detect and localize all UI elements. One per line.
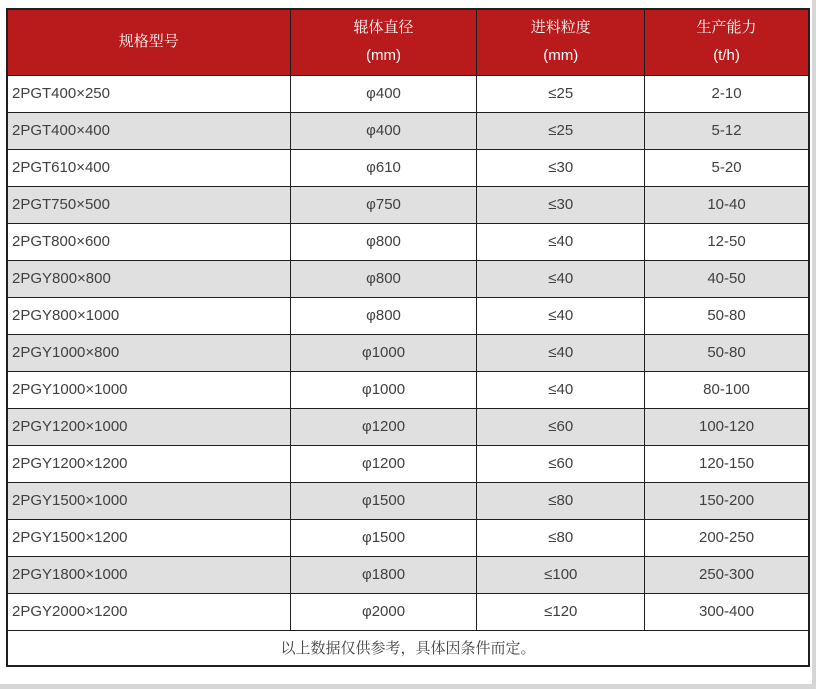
cell-feed-size: ≤40 — [477, 260, 645, 297]
cell-diameter: φ750 — [290, 186, 477, 223]
cell-feed-size: ≤30 — [477, 186, 645, 223]
cell-model: 2PGY1500×1200 — [7, 519, 290, 556]
cell-feed-size: ≤40 — [477, 223, 645, 260]
cell-feed-size: ≤25 — [477, 75, 645, 112]
cell-model: 2PGY1800×1000 — [7, 556, 290, 593]
table-row — [7, 556, 809, 593]
cell-capacity: 250-300 — [645, 556, 809, 593]
cell-diameter: φ800 — [290, 223, 477, 260]
cell-diameter: φ1200 — [290, 408, 477, 445]
cell-feed-size: ≤120 — [477, 593, 645, 630]
cell-model: 2PGT750×500 — [7, 186, 290, 223]
cell-model: 2PGY800×1000 — [7, 297, 290, 334]
cell-feed-size: ≤40 — [477, 297, 645, 334]
cell-feed-size: ≤60 — [477, 408, 645, 445]
cell-feed-size: ≤40 — [477, 371, 645, 408]
cell-diameter: φ1800 — [290, 556, 477, 593]
cell-diameter: φ800 — [290, 260, 477, 297]
header-cell-diameter — [290, 9, 477, 75]
header-title: 规格型号 — [118, 33, 179, 51]
cell-capacity: 10-40 — [645, 186, 809, 223]
cell-capacity: 5-20 — [645, 149, 809, 186]
header-cell-feed-size — [477, 9, 645, 75]
header-cell-capacity — [645, 9, 809, 75]
cell-capacity: 50-80 — [645, 297, 809, 334]
footer-note: 以上数据仅供参考，具体因条件而定。 — [7, 630, 809, 666]
cell-feed-size: ≤80 — [477, 519, 645, 556]
cell-diameter: φ1500 — [290, 519, 477, 556]
cell-feed-size: ≤60 — [477, 445, 645, 482]
table-body — [7, 75, 809, 630]
table-header — [7, 9, 809, 75]
table-row — [7, 593, 809, 630]
cell-model: 2PGY1200×1200 — [7, 445, 290, 482]
table-row — [7, 445, 809, 482]
header-unit: (t/h) — [713, 47, 740, 65]
cell-diameter: φ610 — [290, 149, 477, 186]
cell-diameter: φ1000 — [290, 334, 477, 371]
cell-model: 2PGY1000×1000 — [7, 371, 290, 408]
table-row — [7, 482, 809, 519]
cell-model: 2PGY1200×1000 — [7, 408, 290, 445]
cell-capacity: 150-200 — [645, 482, 809, 519]
header-unit: (mm) — [543, 47, 579, 65]
header-row — [7, 9, 809, 75]
table-row — [7, 223, 809, 260]
table-row — [7, 260, 809, 297]
page-edge-right — [812, 0, 816, 689]
table-row — [7, 149, 809, 186]
cell-diameter: φ800 — [290, 297, 477, 334]
cell-capacity: 300-400 — [645, 593, 809, 630]
table-row — [7, 186, 809, 223]
cell-capacity: 80-100 — [645, 371, 809, 408]
cell-model: 2PGY2000×1200 — [7, 593, 290, 630]
cell-capacity: 2-10 — [645, 75, 809, 112]
cell-diameter: φ1500 — [290, 482, 477, 519]
cell-capacity: 200-250 — [645, 519, 809, 556]
cell-model: 2PGT400×400 — [7, 112, 290, 149]
cell-model: 2PGY1000×800 — [7, 334, 290, 371]
cell-capacity: 40-50 — [645, 260, 809, 297]
footer-row — [7, 630, 809, 666]
cell-capacity: 100-120 — [645, 408, 809, 445]
cell-capacity: 120-150 — [645, 445, 809, 482]
table-row — [7, 519, 809, 556]
cell-feed-size: ≤40 — [477, 334, 645, 371]
cell-model: 2PGT400×250 — [7, 75, 290, 112]
cell-diameter: φ2000 — [290, 593, 477, 630]
cell-capacity: 50-80 — [645, 334, 809, 371]
table-row — [7, 408, 809, 445]
header-title: 生产能力 — [696, 19, 757, 37]
cell-capacity: 5-12 — [645, 112, 809, 149]
cell-feed-size: ≤80 — [477, 482, 645, 519]
table-row — [7, 75, 809, 112]
cell-diameter: φ1200 — [290, 445, 477, 482]
table-row — [7, 371, 809, 408]
cell-model: 2PGT800×600 — [7, 223, 290, 260]
cell-feed-size: ≤25 — [477, 112, 645, 149]
cell-diameter: φ400 — [290, 112, 477, 149]
spec-table — [6, 8, 810, 667]
table-row — [7, 334, 809, 371]
table-row — [7, 112, 809, 149]
header-title: 辊体直径 — [353, 19, 414, 37]
table-row — [7, 297, 809, 334]
cell-feed-size: ≤100 — [477, 556, 645, 593]
cell-diameter: φ1000 — [290, 371, 477, 408]
table-footer — [7, 630, 809, 666]
cell-model: 2PGT610×400 — [7, 149, 290, 186]
page-edge-bottom — [0, 684, 816, 689]
header-title: 进料粒度 — [530, 19, 591, 37]
cell-model: 2PGY800×800 — [7, 260, 290, 297]
cell-capacity: 12-50 — [645, 223, 809, 260]
cell-diameter: φ400 — [290, 75, 477, 112]
cell-feed-size: ≤30 — [477, 149, 645, 186]
cell-model: 2PGY1500×1000 — [7, 482, 290, 519]
header-unit: (mm) — [366, 47, 402, 65]
header-cell-model — [7, 9, 290, 75]
